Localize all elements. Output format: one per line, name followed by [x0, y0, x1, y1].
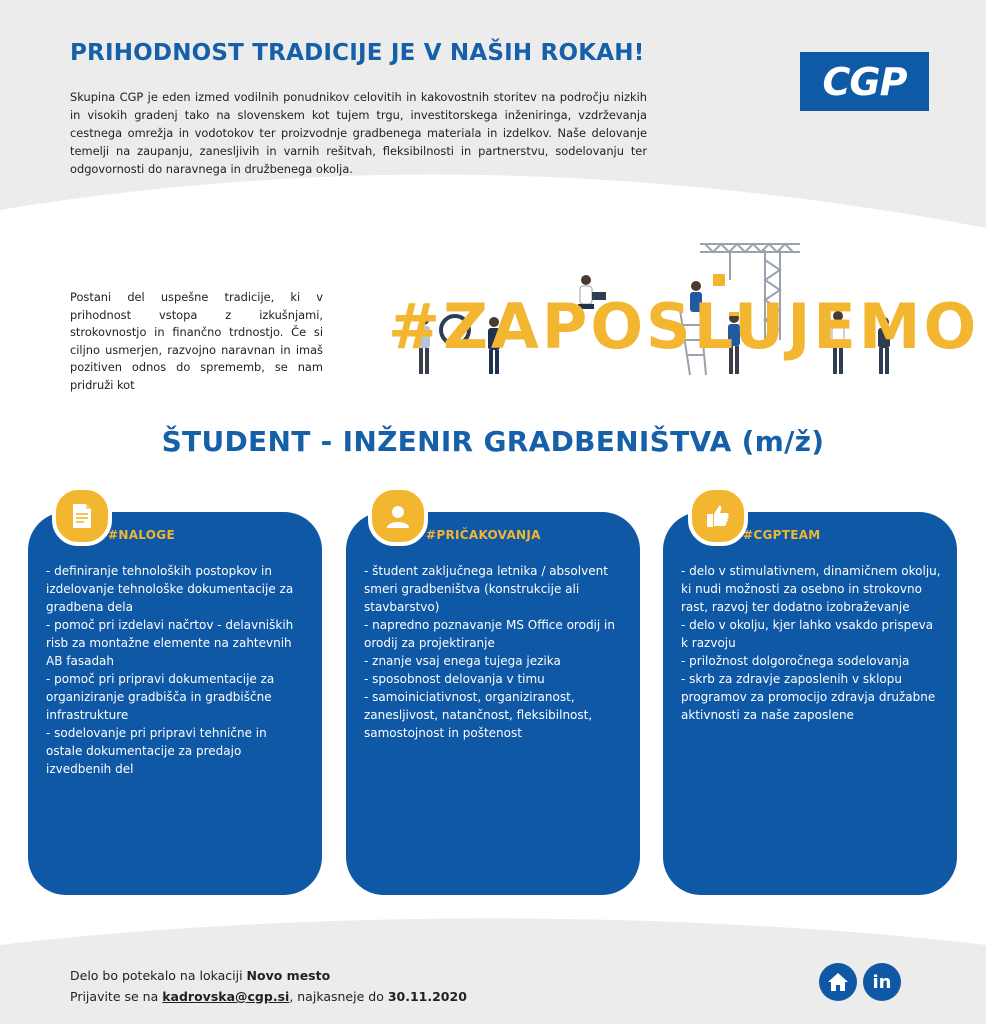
list-item: - sposobnost delovanja v timu [364, 672, 545, 686]
location-line [70, 968, 330, 983]
location-value: Novo mesto [246, 968, 331, 983]
card-tag: #PRIČAKOVANJA [426, 528, 541, 542]
linkedin-icon[interactable] [863, 963, 901, 1001]
team-benefits-list [681, 562, 941, 724]
card-tasks [28, 512, 322, 895]
job-title: ŠTUDENT - INŽENIR GRADBENIŠTVA (m/ž) [161, 425, 825, 458]
person-icon [368, 486, 428, 546]
card-expectations [346, 512, 640, 895]
card-tag: #NALOGE [108, 528, 175, 542]
list-item: - samoiniciativnost, organiziranost, zanesljivost, natančnost, fleksibilnost, samostojnost in poštenost [364, 690, 593, 740]
home-icon[interactable] [819, 963, 857, 1001]
list-item: - delo v okolju, kjer lahko vsakdo prispeva k razvoju [681, 618, 934, 650]
card-team [663, 512, 957, 895]
page-headline: PRIHODNOST TRADICIJE JE V NAŠIH ROKAH! [70, 40, 645, 66]
list-item: - pomoč pri izdelavi načrtov - delavniških risb za montažne elemente na zahtevnih AB fasadah [46, 618, 294, 668]
list-item: - znanje vsaj enega tujega jezika [364, 654, 561, 668]
list-item: - pomoč pri pripravi dokumentacije za organiziranje gradbišča in gradbiščne infrastrukture [46, 672, 275, 722]
list-item: - sodelovanje pri pripravi tehnične in ostale dokumentacije za predajo izvedbenih del [46, 726, 267, 776]
document-icon [52, 486, 112, 546]
company-intro: Skupina CGP je eden izmed vodilnih ponudnikov celovitih in kakovostnih storitev na področju nizkih in visokih gradenj tako na slovenskem kot tujem trgu, investitorskega inženiringa, vzdrževanja cestnega omrežja in vodotokov ter proizvodnje gradbenega materiala in izdelkov. Naše delovanje temelji na zaupanju, zanesljivih in varnih rešitvah, fleksibilnosti in partnerstvu, sodelovanju ter odgovornosti do naravnega in družbenega okolja. [70, 90, 647, 176]
apply-prefix: Prijavite se na [70, 989, 163, 1004]
list-item: - študent zaključnega letnika / absolvent smeri gradbeništva (konstrukcije ali stavbarstvo) [364, 564, 608, 614]
apply-middle: , najkasneje do [289, 989, 388, 1004]
list-item: - skrb za zdravje zaposlenih v sklopu programov za promocijo zdravja družabne aktivnosti za naše zaposlene [681, 672, 936, 722]
cgp-logo[interactable] [800, 52, 929, 111]
hiring-hashtag: #ZAPOSLUJEMO [388, 290, 980, 363]
linkedin-label: in [872, 971, 892, 993]
list-item: - napredno poznavanje MS Office orodij in orodij za projektiranje [364, 618, 615, 650]
expectations-list [364, 562, 624, 742]
list-item: - priložnost dolgoročnega sodelovanja [681, 654, 910, 668]
task-list [46, 562, 306, 778]
logo-text: CGP [822, 59, 907, 104]
deadline-date: 30.11.2020 [387, 989, 467, 1004]
list-item: - definiranje tehnoloških postopkov in izdelovanje tehnološke dokumentacije za gradbena dela [46, 564, 294, 614]
thumbs-up-icon [688, 486, 748, 546]
location-prefix: Delo bo potekalo na lokaciji [70, 968, 247, 983]
invite-text: Postani del uspešne tradicije, ki v prihodnost vstopa z izkušnjami, strokovnostjo in finančno trdnostjo. Če si ciljno usmerjen, razvojno naravnan in imaš pozitiven odnos do sprememb, se nam pridruži kot [70, 290, 323, 392]
list-item: - delo v stimulativnem, dinamičnem okolju, ki nudi možnosti za osebno in strokovno rast, razvoj ter dodatno izobraževanje [681, 564, 941, 614]
email-link[interactable]: kadrovska@cgp.si [162, 989, 290, 1004]
card-tag: #CGPTEAM [743, 528, 821, 542]
apply-line [70, 989, 467, 1004]
